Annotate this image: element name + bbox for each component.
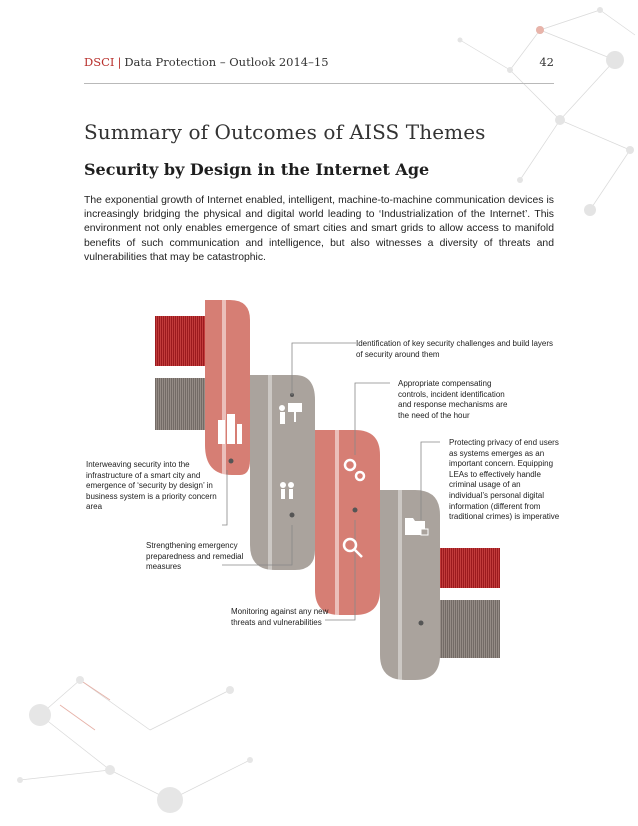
page-title: Summary of Outcomes of AISS Themes xyxy=(84,120,486,144)
intro-paragraph: The exponential growth of Internet enabled, intelligent, machine-to-machine communication devices is increasingly bridging the physical and digital world leading to ‘Industrialization of the Internet’. This environment not only enables emergence of smart cities and smart grids to allow access to manifold benefits of such communication and intelligence, but also witnesses a diversity of threats and vulnerabilities that may be catastrophic. xyxy=(84,195,554,263)
ribbon-3 xyxy=(315,430,380,615)
ribbon-2 xyxy=(250,375,315,570)
header-separator: | xyxy=(117,55,122,69)
callout-privacy: Protecting privacy of end users as systems emerges as an important concern. Equipping LEAs to effectively handle criminal usage of an individual’s personal digital information (different from traditional crimes) is imperative xyxy=(449,438,560,522)
callout-identification: Identification of key security challenges and build layers of security around them xyxy=(356,339,553,359)
header-title: Data Protection – Outlook 2014–15 xyxy=(124,55,329,69)
callout-monitoring: Monitoring against any new threats and vulnerabilities xyxy=(231,607,329,627)
header-brand: DSCI xyxy=(84,55,115,69)
page-number: 42 xyxy=(539,55,554,69)
section-title: Security by Design in the Internet Age xyxy=(84,160,430,179)
callout-compensating: Appropriate compensating controls, incident identification and response mechanisms are the need of the hour xyxy=(398,379,508,420)
callout-interweaving: Interweaving security into the infrastructure of a smart city and emergence of ‘security by design’ in business system is a priority concern area xyxy=(86,460,217,512)
callout-emergency: Strengthening emergency preparedness and remedial measures xyxy=(146,541,244,572)
ribbon-1 xyxy=(205,300,250,475)
